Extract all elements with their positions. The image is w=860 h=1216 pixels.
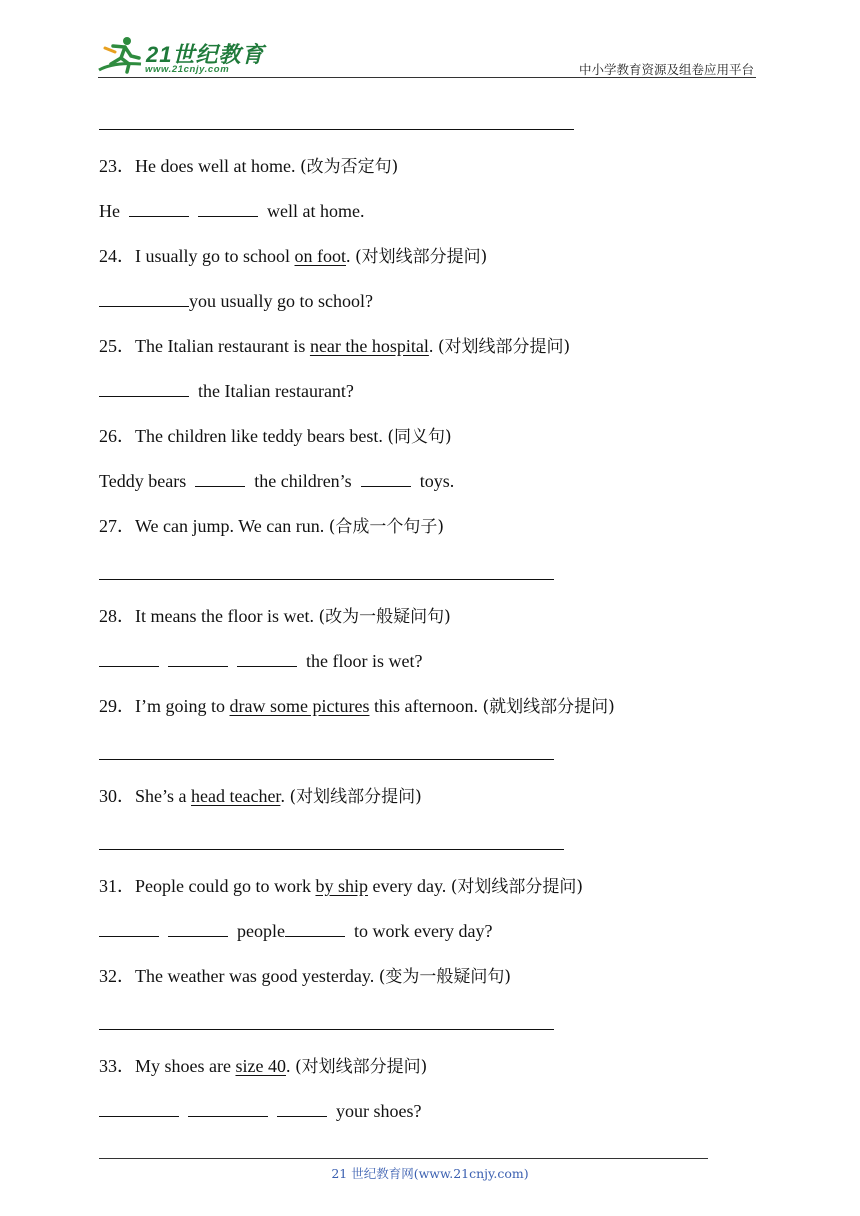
answer-line-29 — [99, 759, 554, 760]
answer-28: the floor is wet? — [99, 650, 422, 672]
blank — [361, 470, 411, 487]
logo-text: 21世纪教育 — [146, 42, 265, 67]
question-30: 30．She’s a head teacher. (对划线部分提问) — [99, 786, 422, 807]
question-28: 28．It means the floor is wet. (改为一般疑问句) — [99, 606, 451, 627]
answer-26: Teddy bears the children’s toys. — [99, 471, 455, 491]
blank — [188, 1100, 268, 1117]
question-23: 23．He does well at home. (改为否定句) — [99, 156, 399, 177]
blank — [99, 920, 159, 937]
blank — [168, 650, 228, 667]
footer-text: 21 世纪教育网(www.21cnjy.com) — [331, 1166, 529, 1181]
answer-line-32 — [99, 1029, 554, 1030]
blank — [285, 920, 345, 937]
answer-23: He well at home. — [99, 201, 365, 221]
question-24: 24．I usually go to school on foot. (对划线部分提问) — [99, 246, 488, 267]
blank — [99, 290, 189, 307]
logo-url: www.21cnjy.com — [145, 64, 230, 75]
blank — [99, 1100, 179, 1117]
blank — [129, 200, 189, 217]
blank — [99, 380, 189, 397]
question-32: 32．The weather was good yesterday. (变为一般疑问句) — [99, 966, 512, 987]
blank — [168, 920, 228, 937]
blank — [237, 650, 297, 667]
question-33: 33．My shoes are size 40. (对划线部分提问) — [99, 1056, 428, 1077]
answer-line-27 — [99, 579, 554, 580]
answer-line — [99, 129, 574, 130]
answer-33: your shoes? — [99, 1100, 421, 1122]
blank — [195, 470, 245, 487]
answer-25: the Italian restaurant? — [99, 380, 354, 402]
blank — [198, 200, 258, 217]
question-25: 25．The Italian restaurant is near the hospital. (对划线部分提问) — [99, 336, 571, 357]
answer-line-30 — [99, 849, 564, 850]
answer-24: you usually go to school? — [99, 290, 373, 312]
blank — [99, 650, 159, 667]
question-26: 26．The children like teddy bears best. (同义句) — [99, 426, 452, 447]
question-27: 27．We can jump. We can run. (合成一个句子) — [99, 516, 444, 537]
footer-divider — [99, 1158, 708, 1159]
blank — [277, 1100, 327, 1117]
question-31: 31．People could go to work by ship every day. (对划线部分提问) — [99, 876, 584, 897]
header-platform-text: 中小学教育资源及组卷应用平台 — [578, 62, 754, 77]
page-header — [0, 0, 860, 80]
header-divider — [98, 77, 756, 78]
answer-31: people to work every day? — [99, 920, 492, 942]
question-29: 29．I’m going to draw some pictures this afternoon. (就划线部分提问) — [99, 696, 615, 717]
